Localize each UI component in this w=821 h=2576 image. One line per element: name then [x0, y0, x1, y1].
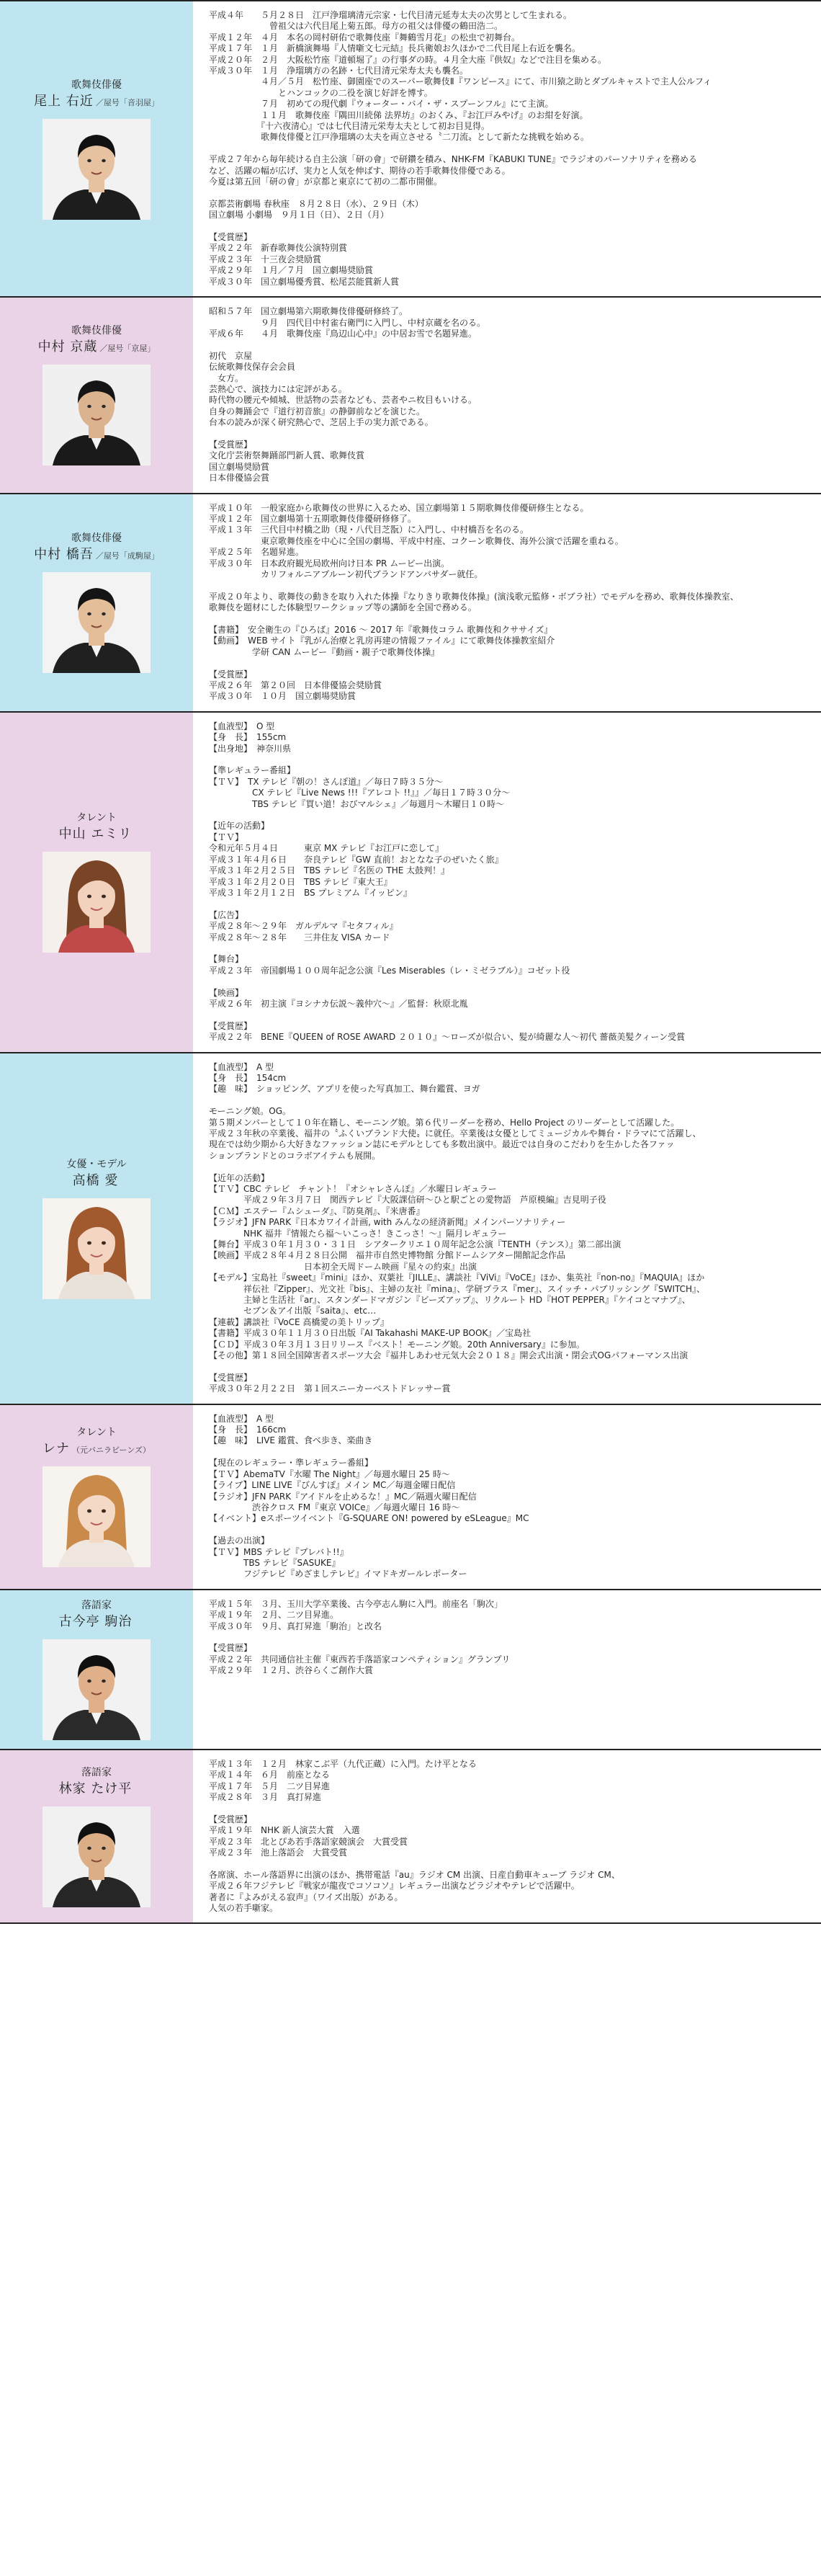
profile-text-line: 『十六夜清心』では七代目清元栄寿太夫として初お目見得。 [209, 121, 490, 132]
profile-text-line: 現在では幼少期から大好きなファッション誌にモデルとしても多数出演中。最近では自身のこだわりを生かした各ファッ [209, 1139, 675, 1150]
portrait-image [42, 1466, 151, 1567]
profile-sidebar [0, 713, 193, 1052]
profile-body [193, 1590, 821, 1749]
profile-text-line [209, 810, 805, 821]
profile-text-line: 平成１３年 １２月 林家こぶ平（九代正蔵）に入門。たけ平となる [209, 1758, 477, 1769]
eye-left [87, 1846, 91, 1849]
profile-text-line: 平成３１年２月２５日 TBS テレビ『名医の THE 太鼓判！』 [209, 865, 450, 876]
profile-text-line: 【ＣＭ】エステー『ムシューダ』、『防臭剤』、『米唐番』 [209, 1205, 425, 1216]
profile-role: タレント [76, 812, 117, 824]
profile-text-line: 【身 長】 166cm [209, 1425, 287, 1435]
profile-text-line: 平成２３年秋の卒業後、福井の〝ふくいブランド大使〟に就任。卒業後は女優としてミュージカルや舞台・ドラマにて活躍し、 [209, 1128, 701, 1138]
profile-sidebar [0, 1405, 193, 1589]
profile-text-line [209, 1525, 805, 1536]
profile-photo [42, 119, 151, 220]
eye-left [87, 612, 91, 615]
profile-text-line: 祥伝社『Zipper』、光文社『bis』、主婦の友社『mina』、学研プラス『mer』、スイッチ・パブリッシング『SWITCH』、 [209, 1283, 706, 1294]
profile-text-line: 平成２３年 池上落語会 大賞受賞 [209, 1847, 348, 1858]
profile-text-line [209, 1010, 805, 1020]
profile-text-line: 【映画】平成２８年４月２８日公開 福井市自然史博物館 分館ドームシアター開館記念作品 [209, 1250, 565, 1261]
profile-text-line: ４月／５月 松竹座、御園座でのスーパー歌舞伎Ⅱ『ワンピース』にて、市川猿之助とダブルキャストで主人公ルフィ [209, 76, 712, 87]
profile-text-line: 平成２９年３月７日 関西テレビ『大阪課信研～ひと駅ごとの愛物語 芦原模編』吉見明子役 [209, 1195, 606, 1205]
profile-text-line [209, 658, 805, 669]
profile-text-line [209, 899, 805, 909]
profile-row [0, 713, 821, 1053]
profile-sidebar [0, 298, 193, 492]
profile-text-line: 【ＴＶ】CBC テレビ チャント！『オシャレさんぽ』／水曜日レギュラー [209, 1183, 497, 1194]
profile-text-line: など、活躍の幅が広げ、実力と人気を伸ばす、期待の若手歌舞伎俳優である。 [209, 165, 511, 176]
profile-text-line: 平成２８年～２９年 ガルデルマ『セタフィル』 [209, 921, 398, 932]
profile-text-line [209, 614, 805, 625]
profile-photo [42, 572, 151, 673]
profile-role: 落語家 [81, 1599, 112, 1611]
profile-text-line: 平成２３年 帝国劇場１００周年記念公演『Les Miserables（レ・ミゼラブル）』コゼット役 [209, 965, 570, 976]
profile-text-line: 【近年の活動】 [209, 1172, 270, 1183]
profile-text-line: 【受賞歴】 [209, 439, 253, 450]
profile-text-line: 【ＴＶ】 TX テレビ『朝の！さんぽ道』／毎日７時３５分～ [209, 776, 444, 787]
profile-text-line: 平成３０年 国立劇場優秀賞、松尾芸能賞新人賞 [209, 276, 400, 287]
eye-right [102, 1846, 106, 1849]
profile-text-line [209, 339, 805, 350]
profile-photo [42, 1639, 151, 1740]
profile-text-line [209, 429, 805, 440]
profile-text-line: 第５期メンバーとして１０年在籍し、モーニング娘。第６代リーダーを務め、Hello Project のリーダーとして活躍した。 [209, 1117, 680, 1128]
profile-text-line: 【身 長】 154cm [209, 1072, 287, 1083]
profile-text-line: 【受賞歴】 [209, 232, 253, 243]
profile-name: 中村 橋吾 [34, 547, 94, 563]
profile-text-line [209, 1447, 805, 1458]
profile-text-line: 平成１５年 ３月、玉川大学卒業後、古今亭志ん駒に入門。前座名「駒次」 [209, 1598, 503, 1609]
profile-text-line: TBS テレビ『SASUKE』 [209, 1557, 341, 1568]
profile-text-line [209, 221, 805, 232]
profile-text-line: 【ラジオ】JFN PARK『日本カワイイ計画, with みんなの経済新聞』メインパーソナリティー [209, 1217, 566, 1228]
profile-text-line: 自身の舞踊会で『道行初音旅』の静御前などを演じた。 [209, 406, 426, 416]
profile-text-line: 【ラジオ】JFN PARK『アイドルを止めるな！』MC／隔週火曜日配信 [209, 1491, 477, 1502]
profile-text-line [209, 580, 805, 591]
profile-text-line: 文化庁芸術祭舞踊部門新人賞、歌舞伎賞 [209, 450, 365, 461]
profile-sidebar [0, 1750, 193, 1923]
profile-text-line: 平成１７年 １月 新橋演舞場『人情噺文七元結』長兵衛娘お久ほかで二代目尾上右近を襲名。 [209, 43, 581, 54]
profile-text-line: 【書籍】 安全衛生の『ひろば』2016 ～ 2017 年『歌舞伎コラム 歌舞伎和クササイズ』 [209, 625, 553, 636]
profile-photo [42, 1198, 151, 1299]
profile-row [0, 1, 821, 298]
profile-text-line: 平成２５年 名題昇進。 [209, 547, 305, 558]
profile-text-line: 京都芸術劇場 春秋座 ８月２８日（水）、２９日（木） [209, 198, 423, 209]
profile-text-line [209, 943, 805, 954]
profile-sidebar [0, 1, 193, 296]
profile-text-line: 学研 CAN ムービー『動画・親子で歌舞伎体操』 [209, 646, 440, 657]
profile-body [193, 1053, 821, 1404]
profile-row [0, 1053, 821, 1405]
profile-text-line: 【身 長】 155cm [209, 732, 287, 743]
profile-text-line: 【動画】 WEB サイト『乳がん治療と乳房再建の情報ファイル』にて歌舞伎体操教室紹介 [209, 636, 555, 646]
profile-name: レナ [42, 1441, 70, 1457]
profile-text-line [209, 143, 805, 154]
profile-name: 古今亭 駒治 [58, 1613, 133, 1629]
profile-text-line: 【書籍】平成３０年１１月３０日出版『AI Takahashi MAKE-UP BOOK』／宝島社 [209, 1328, 531, 1339]
eye-left [87, 405, 91, 408]
eye-left [87, 1241, 91, 1244]
profile-text-line: 【現在のレギュラー・準レギュラー番組】 [209, 1458, 374, 1469]
profile-text-line: 平成２８年 ３月 真打昇進 [209, 1791, 322, 1802]
profile-role: 落語家 [81, 1766, 112, 1778]
profile-text-line: 【ＣＤ】平成３０年３月１３日リリース『ベスト！モーニング娘。20th Anniversary』に参加。 [209, 1339, 585, 1350]
profile-role: 歌舞伎俳優 [71, 325, 122, 337]
profile-body [193, 713, 821, 1052]
profile-text-line: とハンコックの二役を演じ好評を博す。 [209, 87, 433, 98]
profile-text-line: ９月 四代目中村雀右衛門に入門し、中村京蔵を名のる。 [209, 317, 486, 328]
profile-name-line [59, 826, 135, 843]
profile-text-line: 人気の若手噺家。 [209, 1902, 279, 1913]
profile-body [193, 1, 821, 296]
profile-text-line: 平成２３年 北とぴあ若手落語家競演会 大賞受賞 [209, 1836, 408, 1847]
profile-text-line: 平成２８年～２８年 三井住友 VISA カード [209, 932, 390, 942]
profile-text-line: TBS テレビ『買い道！おびマルシェ』／毎週月～木曜日１０時～ [209, 798, 505, 809]
profile-text-line: 【モデル】宝島社『sweet』『mini』ほか、双葉社『JILLE』、講談社『ViVi』『VoCE』ほか、集英社『non-no』『MAQUIA』ほか [209, 1273, 705, 1283]
profile-text-line: 【受賞歴】 [209, 1020, 253, 1031]
profile-text-line: 曾祖父は六代目尾上菊五郎。母方の祖父は俳優の鶴田浩二。 [209, 21, 503, 32]
profile-text-line: 初代 京屋 [209, 350, 253, 361]
profile-photo [42, 365, 151, 465]
profile-text-line: 【広告】 [209, 909, 244, 920]
profile-text-line: 平成２０年 ２月 大阪松竹座『道頓堀了』の行事ダの時。４月全大座『供奴』などで注目を集める。 [209, 54, 607, 65]
profile-text-line: 時代物の腰元や傾城、世話物の芸者なども、芸者やニ枚目もいける。 [209, 395, 477, 406]
profile-text-line: 平成２２年 BENE『QUEEN of ROSE AWARD ２０１０』～ローズが似合い、髪が綺麗な人～初代 薔薇美髪クィーン受賞 [209, 1032, 686, 1043]
profile-text-line: 【準レギュラー番組】 [209, 765, 296, 776]
profile-text-line: 平成３０年 ９月、真打昇進「駒治」と改名 [209, 1621, 382, 1631]
profile-text-line: 【血液型】 A 型 [209, 1413, 274, 1424]
profile-text-line: 平成２２年 共同通信社主催『東西若手落語家コンペティション』グランプリ [209, 1654, 511, 1664]
profile-text-line: 【その他】第１８回全国障害者スポーツ大会『福井しあわせ元気大会２０１８』開会式出演・閉会式OGパフォーマンス出演 [209, 1350, 688, 1361]
profile-text-line: セブン＆アイ出版『saita』、etc… [209, 1306, 377, 1316]
profile-role: 歌舞伎俳優 [71, 79, 122, 91]
portrait-image [42, 1639, 151, 1740]
profile-text-line: 平成１９年 ２月、二ツ目昇進。 [209, 1610, 339, 1621]
profile-text-line: 【連載】講談社『VoCE 高橋愛の美トリップ』 [209, 1316, 389, 1327]
eye-left [87, 1680, 91, 1683]
profile-text-line [209, 1803, 805, 1814]
profile-text-line [209, 1095, 805, 1106]
profile-row [0, 298, 821, 494]
profile-text-line: カリフォルニアプルーン初代ブランドアンバサダー就任。 [209, 569, 483, 580]
profile-text-line: フジテレビ『めざましテレビ』イマドキガールレポーター [209, 1569, 467, 1579]
profile-text-line: 各席演、ホール落語界に出演のほか、携帯電話『au』ラジオ CM 出演、日産自動車キューブ ラジオ CM、 [209, 1869, 620, 1880]
portrait-image [42, 365, 151, 465]
profile-text-line: 平成２９年 １２月、渋谷らくご創作大賞 [209, 1665, 374, 1676]
profile-row [0, 1405, 821, 1590]
profile-text-line: 【趣 味】 LIVE 鑑賞、食べ歩き、楽曲き [209, 1435, 373, 1446]
profile-text-line: 【出身地】 神奈川県 [209, 743, 292, 754]
profile-text-line: 伝統歌舞伎保存会会員 [209, 362, 296, 373]
profile-name: 林家 たけ平 [58, 1781, 133, 1796]
profile-photo [42, 1806, 151, 1907]
profile-text-line [209, 1162, 805, 1172]
profile-text-line: 【受賞歴】 [209, 1814, 253, 1824]
profile-text-line: 平成３０年 日本政府観光局欧州向け日本 PR ムービー出演。 [209, 558, 450, 569]
profile-text-line: 平成４年 ５月２８日 江戸浄瑠璃清元宗家・七代目清元延寿太夫の次男として生まれる。 [209, 10, 573, 20]
profile-text-line: モーニング娘。OG。 [209, 1106, 292, 1117]
profile-name: 尾上 右近 [34, 93, 94, 109]
eye-right [102, 612, 106, 615]
profile-text-line: 令和元年５月４日 東京 MX テレビ『お江戸に恋して』 [209, 843, 444, 854]
profile-row [0, 1590, 821, 1750]
profile-text-line: 今夏は第五回「研の會」が京都と東京にて初の二都市開催。 [209, 177, 443, 187]
profile-text-line: 平成２６年 第２０回 日本俳優協会奨励賞 [209, 680, 382, 691]
profile-text-line: 昭和５７年 国立劇場第六期歌舞伎俳優研修終了。 [209, 306, 408, 317]
profile-text-line [209, 187, 805, 198]
profile-text-line: 平成１７年 ５月 二ツ目昇進 [209, 1781, 331, 1791]
eye-right [102, 159, 106, 161]
profile-text-line: 【過去の出演】 [209, 1536, 270, 1546]
portrait-image [42, 119, 151, 220]
profile-text-line: 【血液型】 O 型 [209, 721, 275, 731]
profile-sidebar [0, 494, 193, 711]
profile-text-line: 【舞台】 [209, 954, 244, 965]
profile-row [0, 494, 821, 713]
profile-text-line: 国立劇場 小劇場 ９月１日（日）、２日（月） [209, 210, 389, 220]
profile-text-line: 平成２６年フジテレビ『戦家が龍夜でコソコソ』レギュラー出演などラジオやテレビで活躍中。 [209, 1881, 580, 1891]
portrait-image [42, 1198, 151, 1299]
profile-text-line: 平成２７年から毎年続ける自主公演「研の會」で研鑽を積み、NHK-FM『KABUKI TUNE』でラジオのパーソナリティを務める [209, 154, 698, 165]
profile-text-line: 台本の読みが深く研究熱心で、芝居上手の実力派である。 [209, 417, 434, 428]
profile-text-line: 平成２０年より、歌舞伎の動きを取り入れた体操『なりきり歌舞伎体操』(演浅歌元監修・ボブラ社）でモデルを務め、歌舞伎体操教室、 [209, 591, 739, 602]
profile-text-line: 平成１９年 NHK 新人演芸大賞 入選 [209, 1825, 360, 1836]
profile-text-line: 主婦と生活社『ar』、スタンダードマガジン『ビーズアップ』、リクルート HD『HOT PEPPER』『ケイコとマナブ』、 [209, 1295, 691, 1306]
profile-name-line [38, 339, 156, 356]
profile-text-line: 女方。 [209, 373, 244, 383]
profile-name-line [73, 1172, 121, 1190]
profile-text-line: 平成２９年 １月／７月 国立劇場奨励賞 [209, 265, 374, 276]
profile-yago: ／屋号「成駒屋」 [95, 551, 159, 561]
profile-text-line: 東京歌舞伎座を中心に全国の劇場、平成中村座、コクーン歌舞伎、海外公演で活躍を重ねる。 [209, 535, 624, 546]
profile-row [0, 1750, 821, 1925]
profile-sidebar [0, 1590, 193, 1749]
profile-sidebar [0, 1053, 193, 1404]
profile-text-line: 歌舞伎を題材にした体験型ワークショップ等の講師を全国で務める。 [209, 602, 477, 613]
eye-left [87, 159, 91, 161]
profile-text-line: 【ＴＶ】AbemaTV『水曜 The Night』／毎週水曜日 25 時～ [209, 1469, 450, 1479]
profile-text-line: 平成３０年 １０月 国立劇場奨励賞 [209, 691, 356, 702]
profile-role: 女優・モデル [66, 1158, 127, 1170]
profile-text-line: 歌舞伎俳優と江戸浄瑠璃の太夫を両立させる〝二刀流〟として新たな挑戦を始める。 [209, 132, 590, 143]
profile-yago: ／屋号「京屋」 [99, 344, 156, 354]
profile-name-line [59, 1781, 135, 1798]
eye-left [87, 1510, 91, 1513]
profile-text-line: 平成３０年２月２２日 第１回スニーカーベストドレッサー賞 [209, 1383, 451, 1394]
profile-text-line: 平成１２年 国立劇場第十五期歌舞伎俳優研修修了。 [209, 513, 417, 524]
profile-text-line: 渋谷クロス FM『東京 VOICe』／毎週火曜日 16 時～ [209, 1502, 460, 1512]
eye-right [102, 1510, 106, 1513]
profile-text-line: 平成１３年 三代目中村橋之助（現・八代目芝翫）に入門し、中村橋吾を名のる。 [209, 525, 529, 535]
profile-body [193, 1750, 821, 1923]
profile-name: 中山 エミリ [58, 826, 133, 842]
profile-text-line: 【近年の活動】 [209, 821, 270, 832]
profile-name-line [34, 93, 159, 110]
profile-body [193, 298, 821, 492]
profile-name: 高橋 愛 [72, 1172, 119, 1188]
profile-yago: （元バニラビーンズ） [71, 1445, 151, 1456]
profile-text-line: 平成３０年 １月 浄瑠璃方の名跡・七代目清元栄寿太夫も襲名。 [209, 66, 469, 76]
profile-body [193, 494, 821, 711]
profile-name-line [42, 1440, 151, 1458]
profile-text-line: NHK 福井『情報たら福～いこっさ！きこっさ！～』隔月レギュラー [209, 1228, 507, 1239]
profile-role: タレント [76, 1427, 117, 1439]
profile-body [193, 1405, 821, 1589]
portrait-image [42, 572, 151, 673]
profile-text-line: ７月 初めての現代劇『ウォーター・バイ・ザ・スプーンフル』にて主演。 [209, 99, 554, 110]
profile-text-line: 【受賞歴】 [209, 669, 253, 679]
profile-role: 歌舞伎俳優 [71, 532, 122, 545]
profile-photo [42, 1466, 151, 1567]
profile-text-line: CX テレビ『Live News !!!『アレコト !!』』／毎日１７時３０分～ [209, 788, 511, 798]
profile-name-line [34, 546, 159, 563]
portrait-image [42, 1806, 151, 1907]
profile-text-line [209, 1858, 805, 1869]
eye-right [102, 405, 106, 408]
profile-text-line [209, 976, 805, 987]
eye-right [102, 1241, 106, 1244]
profile-text-line: ションブランドとのコラボアイテムも展開。 [209, 1150, 381, 1161]
profile-text-line: 平成１４年 ６月 前座となる [209, 1770, 331, 1781]
profile-text-line: 平成１０年 一般家庭から歌舞伎の世界に入るため、国立劇場第１５期歌舞伎俳優研修生となる。 [209, 502, 589, 513]
profile-text-line: 日本初全天周ドーム映画『星々の約束』出演 [209, 1261, 477, 1272]
profile-text-line: 【受賞歴】 [209, 1372, 253, 1383]
profile-text-line: 平成３１年２月２０日 TBS テレビ『東大王』 [209, 876, 392, 887]
profile-text-line: 【趣 味】 ショッピング、アプリを使った写真加工、舞台鑑賞、ヨガ [209, 1084, 480, 1095]
profile-text-line [209, 754, 805, 765]
eye-right [102, 1680, 106, 1683]
profile-text-line [209, 1361, 805, 1372]
profile-text-line: 日本俳優協会賞 [209, 473, 270, 483]
profile-name: 中村 京蔵 [37, 339, 98, 355]
profile-text-line: 平成２３年 十三夜会奨励賞 [209, 254, 322, 264]
profile-text-line: 【ＴＶ】MBS テレビ『プレバト!!』 [209, 1546, 349, 1557]
profile-text-line: 芸熱心で、演技力には定評がある。 [209, 383, 347, 394]
profile-text-line: 平成１２年 ４月 本名の岡村研佑で歌舞伎座『舞鶴雪月花』の松虫で初舞台。 [209, 32, 521, 43]
profile-text-line: 国立劇場奨励賞 [209, 461, 270, 472]
profile-text-line [209, 1632, 805, 1643]
profile-text-line: 【舞台】平成３０年１月３０・３１日 シアタークリエ１０周年記念公演『TENTH（テンス）』第二部出演 [209, 1239, 622, 1249]
profile-text-line: 【ライブ】LINE LIVE『びんすぽ』メイン MC／毎週金曜日配信 [209, 1480, 456, 1491]
portrait-image [42, 852, 151, 953]
profile-yago: ／屋号「音羽屋」 [95, 97, 159, 107]
profile-text-line: 平成２６年 初主演『ヨシナカ伝説～義仲穴～』／監督：秋原北胤 [209, 998, 468, 1009]
profile-text-line: 【血液型】 A 型 [209, 1061, 274, 1072]
profile-text-line: 平成３１年４月６日 奈良テレビ『GW 直前！おとなな子のぜいたく旅』 [209, 854, 503, 865]
profile-text-line: 【受賞歴】 [209, 1643, 253, 1654]
profile-text-line: １１月 歌舞伎座『隅田川続俤 法界坊』のおくみ、『お江戸みやげ』のお紺を好演。 [209, 110, 588, 120]
profile-text-line: 著者に『よみがえる寂声』（ワイズ出版）がある。 [209, 1891, 403, 1902]
profile-text-line: 平成６年 ４月 歌舞伎座『鳥辺山心中』の中居お雪で名題昇進。 [209, 328, 477, 339]
profile-text-line: 【映画】 [209, 987, 244, 998]
profile-name-line [59, 1613, 135, 1631]
eye-right [102, 895, 106, 899]
profile-text-line: 【ＴＶ】 [209, 832, 244, 842]
profile-text-line: 平成３１年２月１２日 BS プレミアム『イッピン』 [209, 887, 412, 898]
profile-text-line: 平成２２年 新春歌舞伎公演特別賞 [209, 243, 348, 254]
profile-photo [42, 852, 151, 953]
eye-left [87, 895, 91, 899]
profile-text-line: 【イベント】eスポーツイベント『G-SQUARE ON! powered by eSLeague』MC [209, 1513, 529, 1524]
